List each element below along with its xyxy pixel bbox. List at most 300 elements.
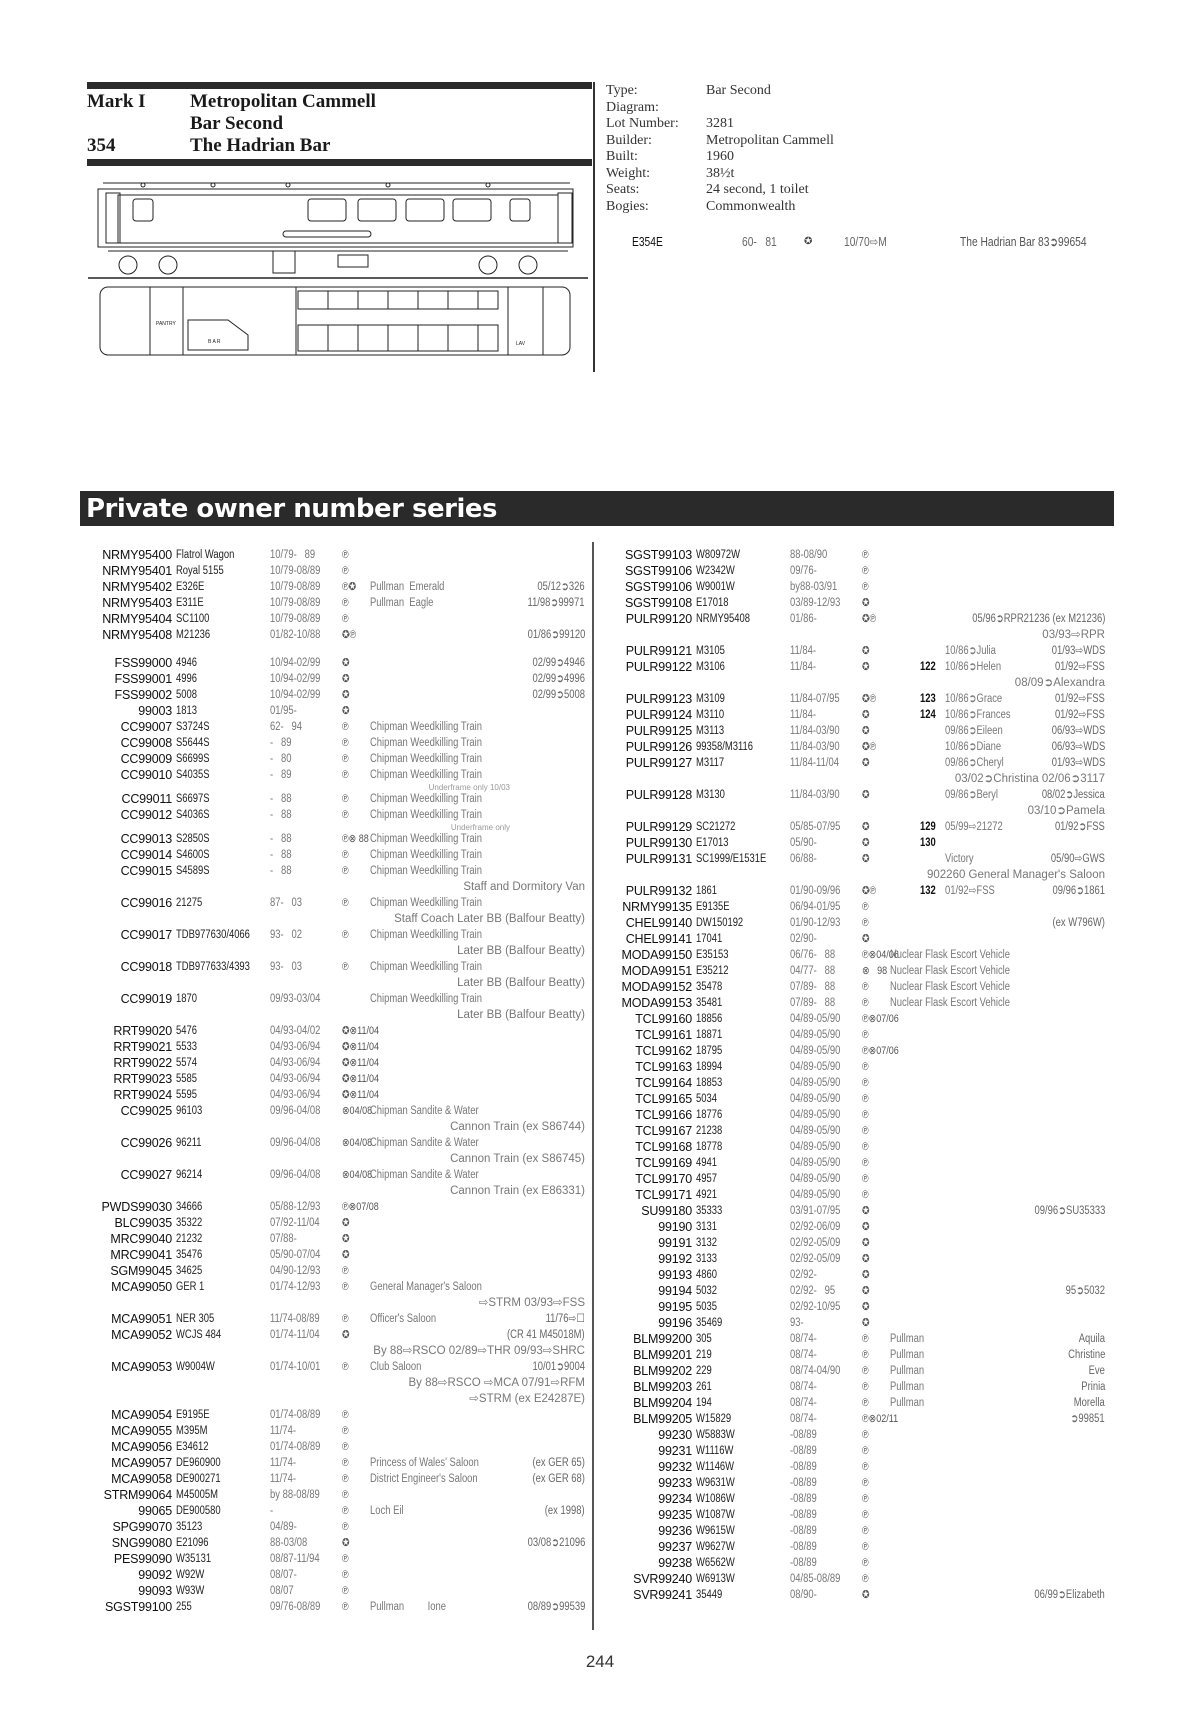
vehicle-number: CC99014 — [120, 848, 172, 862]
original-number: 5574 — [176, 1057, 197, 1069]
vehicle-note: Chipman Weedkilling Train — [370, 737, 482, 749]
service-dates: 08/87-11/94 — [270, 1553, 320, 1565]
list-item — [600, 755, 1105, 771]
original-number: 3133 — [696, 1253, 717, 1265]
vehicle-note: Princess of Wales' Saloon — [370, 1457, 479, 1469]
status-icon: ✪ — [342, 1537, 350, 1549]
spec-value: Commonwealth — [706, 198, 796, 214]
original-number: 5595 — [176, 1089, 197, 1101]
original-number: 5533 — [176, 1041, 197, 1053]
status-icon: ✪ — [862, 933, 870, 945]
list-item — [600, 1491, 1105, 1507]
original-number: 35449 — [696, 1589, 723, 1601]
service-dates: -08/89 — [790, 1461, 817, 1473]
status-icon: ℗ — [862, 1157, 869, 1169]
list-item — [600, 947, 1105, 963]
vehicle-note: Chipman Weedkilling Train — [370, 833, 482, 845]
original-number: S5644S — [176, 737, 210, 749]
vehicle-remark: (CR 41 M45018M) — [507, 1329, 585, 1341]
service-dates: -08/89 — [790, 1525, 817, 1537]
vehicle-number: RRT99020 — [113, 1024, 172, 1038]
status-icon: ⊗ 98 — [862, 965, 888, 977]
original-number: 35469 — [696, 1317, 723, 1329]
original-number: W92W — [176, 1569, 205, 1581]
list-item — [80, 1199, 585, 1215]
list-item — [600, 595, 1105, 611]
list-item — [80, 1519, 585, 1535]
service-dates: by88-03/91 — [790, 581, 838, 593]
status-icon: ℗ — [342, 849, 349, 861]
vehicle-number: PULR99126 — [625, 740, 692, 754]
original-number: M45005M — [176, 1489, 218, 1501]
status-icon: ⊗04/08 — [342, 1169, 373, 1181]
list-item — [600, 547, 1105, 563]
vehicle-number: 99234 — [658, 1492, 692, 1506]
original-number: W1146W — [696, 1461, 735, 1473]
status-icon: ℗ — [342, 865, 349, 877]
vehicle-note: 05/99⇨21272 — [945, 821, 1003, 833]
original-number: S6699S — [176, 753, 210, 765]
list-item — [80, 1215, 585, 1231]
title-line-1: Metropolitan Cammell — [190, 91, 376, 112]
status-icon: ℗ — [342, 793, 349, 805]
list-item — [600, 707, 1105, 723]
original-number: 4921 — [696, 1189, 717, 1201]
spec-label: Lot Number: — [606, 116, 679, 131]
list-item — [600, 1315, 1105, 1331]
vehicle-number: 99190 — [658, 1220, 692, 1234]
original-number: DE960900 — [176, 1457, 221, 1469]
spec-value: 24 second, 1 toilet — [706, 182, 809, 197]
vehicle-number: MODA99150 — [621, 948, 692, 962]
original-number: NRMY95408 — [696, 613, 750, 625]
status-icon: ℗⊗07/06 — [862, 1045, 899, 1057]
original-number: 35322 — [176, 1217, 203, 1229]
service-dates: 11/84- — [790, 661, 817, 673]
original-number: M3110 — [696, 709, 725, 721]
original-number: 35478 — [696, 981, 723, 993]
status-icon: ℗ — [862, 1141, 869, 1153]
list-item — [80, 1311, 585, 1327]
status-icon: ✪ — [862, 1589, 870, 1601]
spec-row — [606, 100, 834, 117]
original-number: M3113 — [696, 725, 725, 737]
service-dates: 11/84-03/90 — [790, 789, 840, 801]
vehicle-remark: 01/92⇨FSS — [1055, 661, 1105, 673]
service-dates: 02/92-05/09 — [790, 1253, 841, 1265]
vehicle-number: MCA99058 — [111, 1472, 172, 1486]
vehicle-number: 99065 — [138, 1504, 172, 1518]
service-dates: - 88 — [270, 833, 292, 845]
original-number: W9631W — [696, 1477, 735, 1489]
service-dates: 04/93-06/94 — [270, 1041, 321, 1053]
original-number: 255 — [176, 1601, 192, 1613]
vehicle-number: BLC99035 — [114, 1216, 172, 1230]
list-item — [80, 1359, 585, 1375]
coach-diagram — [88, 175, 588, 365]
vehicle-note: 10/86➲Julia — [945, 645, 996, 657]
fleet-number: 129 — [920, 821, 936, 833]
status-icon: ℗ — [862, 1093, 869, 1105]
service-dates: -08/89 — [790, 1429, 817, 1441]
vehicle-remark: 08/02➲Jessica — [1042, 789, 1105, 801]
vehicle-code: 354 — [87, 135, 116, 156]
vehicle-note: Officer's Saloon — [370, 1313, 437, 1325]
service-dates: 11/74- — [270, 1425, 297, 1437]
vehicle-number: NRMY99135 — [622, 900, 692, 914]
status-icon: ✪℗ — [862, 693, 877, 705]
bar-label: B A R — [208, 339, 221, 345]
vehicle-number: TCL99162 — [635, 1044, 692, 1058]
list-item — [80, 687, 585, 703]
list-item — [600, 1283, 1105, 1299]
vehicle-remark: 95➲5032 — [1065, 1285, 1105, 1297]
list-item — [80, 1023, 585, 1039]
original-number: W9627W — [696, 1541, 735, 1553]
original-number: 305 — [696, 1333, 712, 1345]
vehicle-note: Chipman Sandite & Water — [370, 1137, 479, 1149]
vehicle-number: MCA99056 — [111, 1440, 172, 1454]
service-dates: 01/74-11/04 — [270, 1329, 320, 1341]
fleet-number: 123 — [920, 693, 936, 705]
list-item — [80, 1231, 585, 1247]
vehicle-number: MODA99153 — [621, 996, 692, 1010]
original-number: W9615W — [696, 1525, 735, 1537]
original-number: M3106 — [696, 661, 725, 673]
vehicle-number: PULR99131 — [625, 852, 692, 866]
list-item — [80, 655, 585, 671]
vehicle-number: 99232 — [658, 1460, 692, 1474]
status-icon: ℗ — [862, 981, 869, 993]
pantry-label: PANTRY — [156, 321, 176, 327]
original-number: 35123 — [176, 1521, 203, 1533]
original-number: 1813 — [176, 705, 197, 717]
status-icon: ℗ — [342, 1425, 349, 1437]
list-item — [600, 1587, 1105, 1603]
list-item — [80, 927, 585, 943]
list-item — [600, 1203, 1105, 1219]
list-item — [600, 963, 1105, 979]
list-item — [80, 595, 585, 611]
status-icon: ℗ — [862, 1477, 869, 1489]
list-item — [80, 831, 585, 847]
vehicle-number: BLM99201 — [633, 1348, 692, 1362]
vehicle-remark: 01/93⇨WDS — [1051, 757, 1105, 769]
status-icon: ℗ — [862, 1525, 869, 1537]
original-number: 18856 — [696, 1013, 723, 1025]
service-dates: - 89 — [270, 769, 292, 781]
original-number: E326E — [176, 581, 205, 593]
continuation-note: Later BB (Balfour Beatty) — [457, 945, 585, 957]
original-number: 35333 — [696, 1205, 723, 1217]
vehicle-note: 09/86➲Beryl — [945, 789, 998, 801]
section-title: Private owner number series — [86, 494, 497, 524]
status-icon: ℗✪ — [342, 581, 357, 593]
continuation-note: Later BB (Balfour Beatty) — [457, 977, 585, 989]
vehicle-number: BLM99204 — [633, 1396, 692, 1410]
vehicle-number: CC99013 — [120, 832, 172, 846]
status-icon: ℗ — [342, 737, 349, 749]
vehicle-number: SGST99108 — [625, 596, 692, 610]
vehicle-number: CC99015 — [120, 864, 172, 878]
status-icon: ✪℗ — [862, 613, 877, 625]
original-number: 18994 — [696, 1061, 723, 1073]
spec-row — [606, 182, 834, 199]
status-icon: ℗ — [342, 1505, 349, 1517]
vehicle-number: CC99018 — [120, 960, 172, 974]
original-number: E9195E — [176, 1409, 210, 1421]
status-icon: ✪ — [862, 1285, 870, 1297]
status-icon: ✪ — [862, 1269, 870, 1281]
spec-label: Built: — [606, 149, 638, 164]
service-dates: - 88 — [270, 865, 292, 877]
spec-value: 1960 — [706, 149, 734, 164]
list-item — [600, 1427, 1105, 1443]
status-icon: ℗ — [342, 1457, 349, 1469]
original-number: S2850S — [176, 833, 210, 845]
original-number: 4946 — [176, 657, 197, 669]
service-dates: 01/86- — [790, 613, 817, 625]
service-dates: 04/89-05/90 — [790, 1189, 841, 1201]
original-number: E9135E — [696, 901, 730, 913]
vehicle-remark: Morella — [1074, 1397, 1105, 1409]
vehicle-number: CC99012 — [120, 808, 172, 822]
original-number: 5035 — [696, 1301, 717, 1313]
list-item — [600, 835, 1105, 851]
status-icon: ℗⊗ 88 — [342, 833, 369, 845]
status-icon: ℗ — [342, 1489, 349, 1501]
vehicle-number: RRT99024 — [113, 1088, 172, 1102]
service-dates: 08/07- — [270, 1569, 297, 1581]
original-number: W35131 — [176, 1553, 212, 1565]
vehicle-note: Chipman Weedkilling Train — [370, 849, 482, 861]
vehicle-number: NRMY95408 — [102, 628, 172, 642]
continuation-note: By 88⇨RSCO ⇨MCA 07/91⇨RFM — [408, 1377, 585, 1389]
list-item — [80, 1583, 585, 1599]
vehicle-number: 99192 — [658, 1252, 692, 1266]
status-icon: ✪ — [862, 1317, 870, 1329]
spec-row — [606, 83, 834, 100]
list-item — [80, 1503, 585, 1519]
status-icon: ℗ — [342, 1569, 349, 1581]
status-icon: ℗ — [862, 1573, 869, 1585]
list-item — [80, 1535, 585, 1551]
list-item — [80, 791, 585, 807]
lav-label: LAV — [516, 341, 526, 347]
vehicle-number: TCL99169 — [635, 1156, 692, 1170]
list-item — [600, 787, 1105, 803]
status-icon: ℗ — [342, 1553, 349, 1565]
vehicle-remark: 01/92➲FSS — [1055, 821, 1105, 833]
service-dates: 05/85-07/95 — [790, 821, 841, 833]
list-item — [600, 1555, 1105, 1571]
status-icon: ℗ — [862, 565, 869, 577]
status-icon: ℗ — [342, 613, 349, 625]
service-dates: - — [270, 1505, 274, 1517]
original-number: M3109 — [696, 693, 725, 705]
list-item — [600, 979, 1105, 995]
vehicle-note: 09/86➲Eileen — [945, 725, 1003, 737]
vehicle-note: Club Saloon — [370, 1361, 422, 1373]
vehicle-number: TCL99170 — [635, 1172, 692, 1186]
vehicle-number: TCL99160 — [635, 1012, 692, 1026]
vehicle-remark: Christine — [1067, 1349, 1105, 1361]
spec-value: 3281 — [706, 116, 734, 131]
list-item — [600, 1459, 1105, 1475]
list-item — [600, 1523, 1105, 1539]
original-number: S4600S — [176, 849, 210, 861]
list-item — [600, 915, 1105, 931]
vehicle-number: 99236 — [658, 1524, 692, 1538]
service-dates: 01/74-08/89 — [270, 1441, 321, 1453]
list-item — [600, 611, 1105, 627]
original-number: 3131 — [696, 1221, 717, 1233]
service-dates: 09/76- — [790, 565, 817, 577]
list-item — [600, 1107, 1105, 1123]
vehicle-note: Chipman Weedkilling Train — [370, 961, 482, 973]
original-number: 21232 — [176, 1233, 203, 1245]
entry-transfer: 10/70⇨M — [844, 235, 887, 249]
status-icon: ✪ — [862, 853, 870, 865]
service-dates: 02/92-05/09 — [790, 1237, 841, 1249]
original-number: 34625 — [176, 1265, 203, 1277]
vehicle-number: NRMY95400 — [102, 548, 172, 562]
list-item — [600, 1363, 1105, 1379]
original-number: DE900271 — [176, 1473, 221, 1485]
vehicle-number: 99233 — [658, 1476, 692, 1490]
list-item — [80, 1039, 585, 1055]
vehicle-note: General Manager's Saloon — [370, 1281, 482, 1293]
vehicle-number: MCA99051 — [111, 1312, 172, 1326]
vehicle-number: SVR99240 — [633, 1572, 692, 1586]
service-dates: 01/95- — [270, 705, 297, 717]
service-dates: 04/93-04/02 — [270, 1025, 321, 1037]
service-dates: 11/74-08/89 — [270, 1313, 320, 1325]
status-icon: ℗ — [862, 1397, 869, 1409]
vehicle-note: 10/86➲Helen — [945, 661, 1002, 673]
original-number: E35212 — [696, 965, 729, 977]
vehicle-note: Pullman — [890, 1349, 925, 1361]
service-dates: 11/84-07/95 — [790, 693, 840, 705]
status-icon: ✪ — [862, 645, 870, 657]
service-dates: - 88 — [270, 793, 292, 805]
service-dates: 04/93-06/94 — [270, 1089, 321, 1101]
column-divider — [592, 542, 594, 1630]
vehicle-note: Chipman Weedkilling Train — [370, 897, 482, 909]
continuation-note: 03/02➲Christina 02/06➲3117 — [954, 773, 1105, 785]
status-icon: ✪ — [862, 1253, 870, 1265]
vehicle-number: CC99019 — [120, 992, 172, 1006]
original-number: 18778 — [696, 1141, 723, 1153]
entry-note: The Hadrian Bar 83➲99654 — [960, 235, 1087, 249]
continuation-note: Later BB (Balfour Beatty) — [457, 1009, 585, 1021]
vehicle-note: Chipman Weedkilling Train — [370, 721, 482, 733]
spec-label: Type: — [606, 83, 638, 98]
service-dates: 07/92-11/04 — [270, 1217, 320, 1229]
vehicle-number: TCL99164 — [635, 1076, 692, 1090]
list-item — [600, 1123, 1105, 1139]
list-item — [80, 1087, 585, 1103]
vehicle-remark: 08/89➲99539 — [527, 1601, 585, 1613]
list-item — [600, 851, 1105, 867]
service-dates: -08/89 — [790, 1445, 817, 1457]
spec-row — [606, 133, 834, 150]
vehicle-number: CC99009 — [120, 752, 172, 766]
list-item — [600, 739, 1105, 755]
service-dates: 04/89-05/90 — [790, 1061, 841, 1073]
status-icon: ℗ — [342, 961, 349, 973]
vehicle-number: CC99027 — [120, 1168, 172, 1182]
left-column-list — [80, 547, 585, 1647]
status-icon: ✪ — [862, 837, 870, 849]
service-dates: 08/74-04/90 — [790, 1365, 841, 1377]
vehicle-remark: 01/86➲99120 — [527, 629, 585, 641]
list-item — [80, 611, 585, 627]
original-number: W1086W — [696, 1493, 735, 1505]
original-number: Royal 5155 — [176, 565, 224, 577]
vehicle-note: Nuclear Flask Escort Vehicle — [890, 981, 1011, 993]
coach-elevation — [88, 183, 588, 278]
list-item — [600, 643, 1105, 659]
original-number: E17018 — [696, 597, 729, 609]
original-number: 5008 — [176, 689, 197, 701]
section-banner — [80, 491, 1114, 526]
status-icon: ℗ — [862, 1461, 869, 1473]
original-number: 4957 — [696, 1173, 717, 1185]
vehicle-note: Nuclear Flask Escort Vehicle — [890, 949, 1011, 961]
list-item — [600, 1571, 1105, 1587]
original-number: W80972W — [696, 549, 741, 561]
original-number: 96214 — [176, 1169, 203, 1181]
fleet-number: 122 — [920, 661, 936, 673]
vehicle-number: RRT99022 — [113, 1056, 172, 1070]
vehicle-remark: 02/99➲4996 — [532, 673, 585, 685]
vehicle-number: RRT99023 — [113, 1072, 172, 1086]
vehicle-number: CHEL99140 — [625, 916, 692, 930]
original-number: DW150192 — [696, 917, 744, 929]
original-number: WCJS 484 — [176, 1329, 222, 1341]
spec-value: Bar Second — [706, 83, 771, 98]
vehicle-note: Chipman Weedkilling Train — [370, 993, 482, 1005]
vehicle-number: PULR99127 — [625, 756, 692, 770]
vehicle-remark: 02/99➲4946 — [532, 657, 585, 669]
status-icon: ✪ — [342, 689, 350, 701]
vehicle-remark: (ex GER 68) — [532, 1473, 585, 1485]
status-icon: ⊗04/08 — [342, 1105, 373, 1117]
vehicle-number: BLM99200 — [633, 1332, 692, 1346]
status-icon: ✪ — [862, 1221, 870, 1233]
vehicle-number: BLM99203 — [633, 1380, 692, 1394]
service-dates: 11/84-03/90 — [790, 725, 840, 737]
list-item — [80, 751, 585, 767]
vehicle-note: Victory — [945, 853, 974, 865]
original-number: SC1999/E1531E — [696, 853, 767, 865]
vehicle-number: TCL99167 — [635, 1124, 692, 1138]
original-number: 229 — [696, 1365, 712, 1377]
service-dates: 02/92-10/95 — [790, 1301, 841, 1313]
continuation-note: Cannon Train (ex S86745) — [450, 1153, 585, 1165]
original-number: 18776 — [696, 1109, 723, 1121]
status-icon: ℗ — [862, 1381, 869, 1393]
original-number: S3724S — [176, 721, 210, 733]
original-number: 1861 — [696, 885, 717, 897]
status-icon: ℗ — [862, 1493, 869, 1505]
service-dates: - 88 — [270, 809, 292, 821]
entry-dates: 60- 81 — [742, 235, 777, 249]
underframe-note: Underframe only — [450, 823, 510, 832]
service-dates: 06/94-01/95 — [790, 901, 841, 913]
original-number: M21236 — [176, 629, 211, 641]
